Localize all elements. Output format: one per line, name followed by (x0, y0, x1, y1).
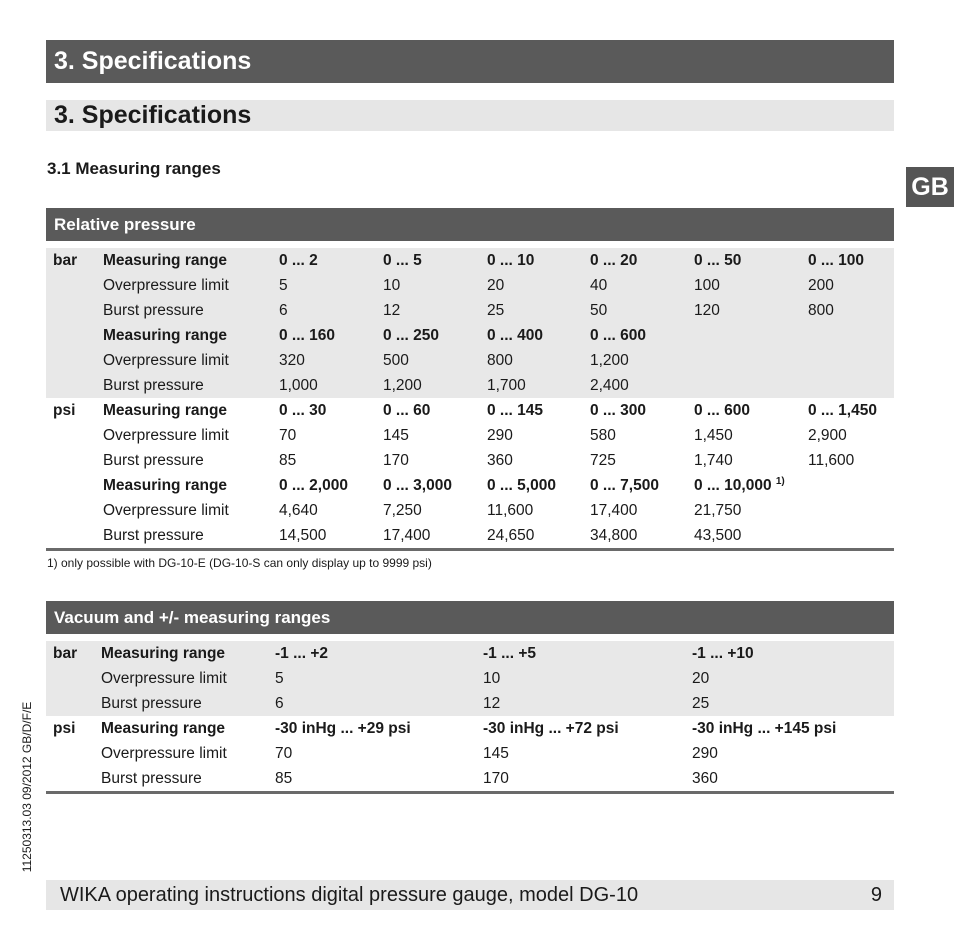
value-cell: -30 inHg ... +72 psi (483, 720, 619, 737)
value-cell: 6 (279, 302, 288, 319)
row-label: Burst pressure (103, 377, 204, 394)
unit-label: psi (53, 402, 76, 419)
row-label: Burst pressure (101, 770, 202, 787)
table-bottom-rule (46, 548, 894, 551)
value-cell: 0 ... 145 (487, 402, 544, 419)
row-label: Measuring range (103, 402, 228, 419)
relative-pressure-row (46, 273, 894, 298)
value-cell: 85 (275, 770, 293, 787)
value-cell: 12 (483, 695, 501, 712)
vacuum-header: Vacuum and +/- measuring ranges (46, 601, 894, 634)
value-cell: 100 (694, 277, 720, 294)
value-cell: 4,640 (279, 502, 318, 519)
relative-pressure-row (46, 473, 894, 498)
value-cell: 0 ... 1,450 (808, 402, 877, 419)
row-label: Measuring range (103, 252, 228, 269)
value-cell: 725 (590, 452, 616, 469)
value-cell: -1 ... +5 (483, 645, 536, 662)
value-cell: 1,200 (590, 352, 629, 369)
value-cell: 580 (590, 427, 616, 444)
value-cell: 34,800 (590, 527, 638, 544)
value-cell: 0 ... 5 (383, 252, 422, 269)
value-cell: 0 ... 3,000 (383, 477, 452, 494)
relative-pressure-row (46, 248, 894, 273)
value-cell: 11,600 (487, 502, 534, 519)
row-label: Overpressure limit (103, 502, 229, 519)
value-cell: 25 (487, 302, 505, 319)
document-code-text: 11250313.03 09/2012 GB/D/F/E (20, 701, 34, 873)
row-label: Burst pressure (103, 452, 204, 469)
value-cell: 0 ... 600 (694, 402, 751, 419)
value-cell: 5 (279, 277, 288, 294)
row-label: Measuring range (101, 720, 226, 737)
unit-label: psi (53, 720, 76, 737)
value-cell: 20 (692, 670, 710, 687)
row-label: Overpressure limit (103, 352, 229, 369)
relative-pressure-row (46, 298, 894, 323)
value-cell: 800 (808, 302, 834, 319)
value-cell: 6 (275, 695, 284, 712)
document-code (20, 688, 34, 886)
value-cell: 25 (692, 695, 710, 712)
relative-pressure-row (46, 448, 894, 473)
value-cell: 145 (483, 745, 509, 762)
value-cell: 0 ... 400 (487, 327, 544, 344)
value-cell: 12 (383, 302, 401, 319)
row-label: Overpressure limit (101, 745, 227, 762)
value-cell: 0 ... 600 (590, 327, 647, 344)
relative-pressure-row (46, 323, 894, 348)
value-cell: 0 ... 10 (487, 252, 535, 269)
section-banner-light: 3. Specifications (46, 100, 894, 131)
relative-pressure-row (46, 423, 894, 448)
value-cell: 145 (383, 427, 409, 444)
vacuum-row (46, 716, 894, 741)
row-label: Burst pressure (103, 302, 204, 319)
value-cell: 17,400 (383, 527, 431, 544)
row-label: Overpressure limit (101, 670, 227, 687)
value-cell: 2,900 (808, 427, 847, 444)
footnote-marker: 1) (775, 476, 785, 487)
value-cell: 0 ... 60 (383, 402, 431, 419)
value-cell: 0 ... 10,000 $^{1)}$ (694, 476, 785, 494)
relative-pressure-row (46, 523, 894, 548)
value-cell: 24,650 (487, 527, 535, 544)
value-cell: 0 ... 50 (694, 252, 742, 269)
value-cell: 0 ... 30 (279, 402, 327, 419)
relative-pressure-row (46, 498, 894, 523)
value-cell: 70 (275, 745, 293, 762)
footnote: 1) only possible with DG-10-E (DG-10-S can only display up to 9999 psi) (47, 556, 432, 570)
subsection-heading: 3.1 Measuring ranges (47, 159, 221, 178)
row-label: Measuring range (103, 477, 228, 494)
value-cell: 200 (808, 277, 834, 294)
value-cell: 0 ... 100 (808, 252, 865, 269)
value-cell: 0 ... 250 (383, 327, 440, 344)
relative-pressure-row (46, 398, 894, 423)
relative-pressure-row (46, 348, 894, 373)
value-cell: 17,400 (590, 502, 638, 519)
value-cell: 85 (279, 452, 297, 469)
value-cell: 170 (383, 452, 409, 469)
value-cell: 0 ... 2 (279, 252, 318, 269)
table-bottom-rule (46, 791, 894, 794)
value-cell: 0 ... 2,000 (279, 477, 348, 494)
row-label: Burst pressure (103, 527, 204, 544)
footer-text: WIKA operating instructions digital pressure gauge, model DG-10 (60, 884, 639, 906)
value-cell: 40 (590, 277, 608, 294)
section-banner-dark: 3. Specifications (46, 40, 894, 83)
row-label: Burst pressure (101, 695, 202, 712)
unit-label: bar (53, 252, 78, 269)
value-cell: -1 ... +2 (275, 645, 328, 662)
value-cell: -30 inHg ... +145 psi (692, 720, 837, 737)
value-cell: 1,200 (383, 377, 422, 394)
value-cell: 360 (487, 452, 513, 469)
value-cell: 170 (483, 770, 509, 787)
vacuum-row (46, 641, 894, 666)
value-cell: 360 (692, 770, 718, 787)
value-cell: 0 ... 7,500 (590, 477, 659, 494)
value-cell: 0 ... 160 (279, 327, 336, 344)
value-cell: 70 (279, 427, 297, 444)
value-cell: 14,500 (279, 527, 327, 544)
value-cell: 0 ... 5,000 (487, 477, 556, 494)
value-cell: 43,500 (694, 527, 742, 544)
row-label: Measuring range (101, 645, 226, 662)
value-cell: 1,450 (694, 427, 733, 444)
value-cell: 7,250 (383, 502, 422, 519)
value-cell: 1,000 (279, 377, 318, 394)
value-cell: 120 (694, 302, 720, 319)
page-number: 9 (870, 884, 882, 906)
value-cell: 0 ... 20 (590, 252, 638, 269)
value-cell: 50 (590, 302, 608, 319)
value-cell: 10 (483, 670, 501, 687)
value-cell: 2,400 (590, 377, 629, 394)
row-label: Overpressure limit (103, 427, 229, 444)
row-label: Measuring range (103, 327, 228, 344)
relative-pressure-row (46, 373, 894, 398)
value-cell: 0 ... 300 (590, 402, 647, 419)
value-cell: -1 ... +10 (692, 645, 754, 662)
row-label: Overpressure limit (103, 277, 229, 294)
value-cell: 290 (692, 745, 718, 762)
vacuum-row (46, 741, 894, 766)
value-cell: 21,750 (694, 502, 742, 519)
unit-label: bar (53, 645, 78, 662)
value-cell: 20 (487, 277, 505, 294)
value-cell: 10 (383, 277, 401, 294)
vacuum-row (46, 766, 894, 791)
value-cell: 500 (383, 352, 409, 369)
value-cell: -30 inHg ... +29 psi (275, 720, 411, 737)
page-footer (46, 880, 894, 910)
vacuum-table (46, 641, 894, 793)
value-cell: 1,740 (694, 452, 733, 469)
language-tab: GB (906, 167, 954, 207)
relative-pressure-header: Relative pressure (46, 208, 894, 241)
value-cell: 290 (487, 427, 513, 444)
vacuum-row (46, 666, 894, 691)
value-cell: 5 (275, 670, 284, 687)
value-cell: 800 (487, 352, 513, 369)
vacuum-row (46, 691, 894, 716)
relative-pressure-table (46, 248, 894, 550)
value-cell: 320 (279, 352, 305, 369)
value-cell: 11,600 (808, 452, 855, 469)
value-cell: 1,700 (487, 377, 526, 394)
